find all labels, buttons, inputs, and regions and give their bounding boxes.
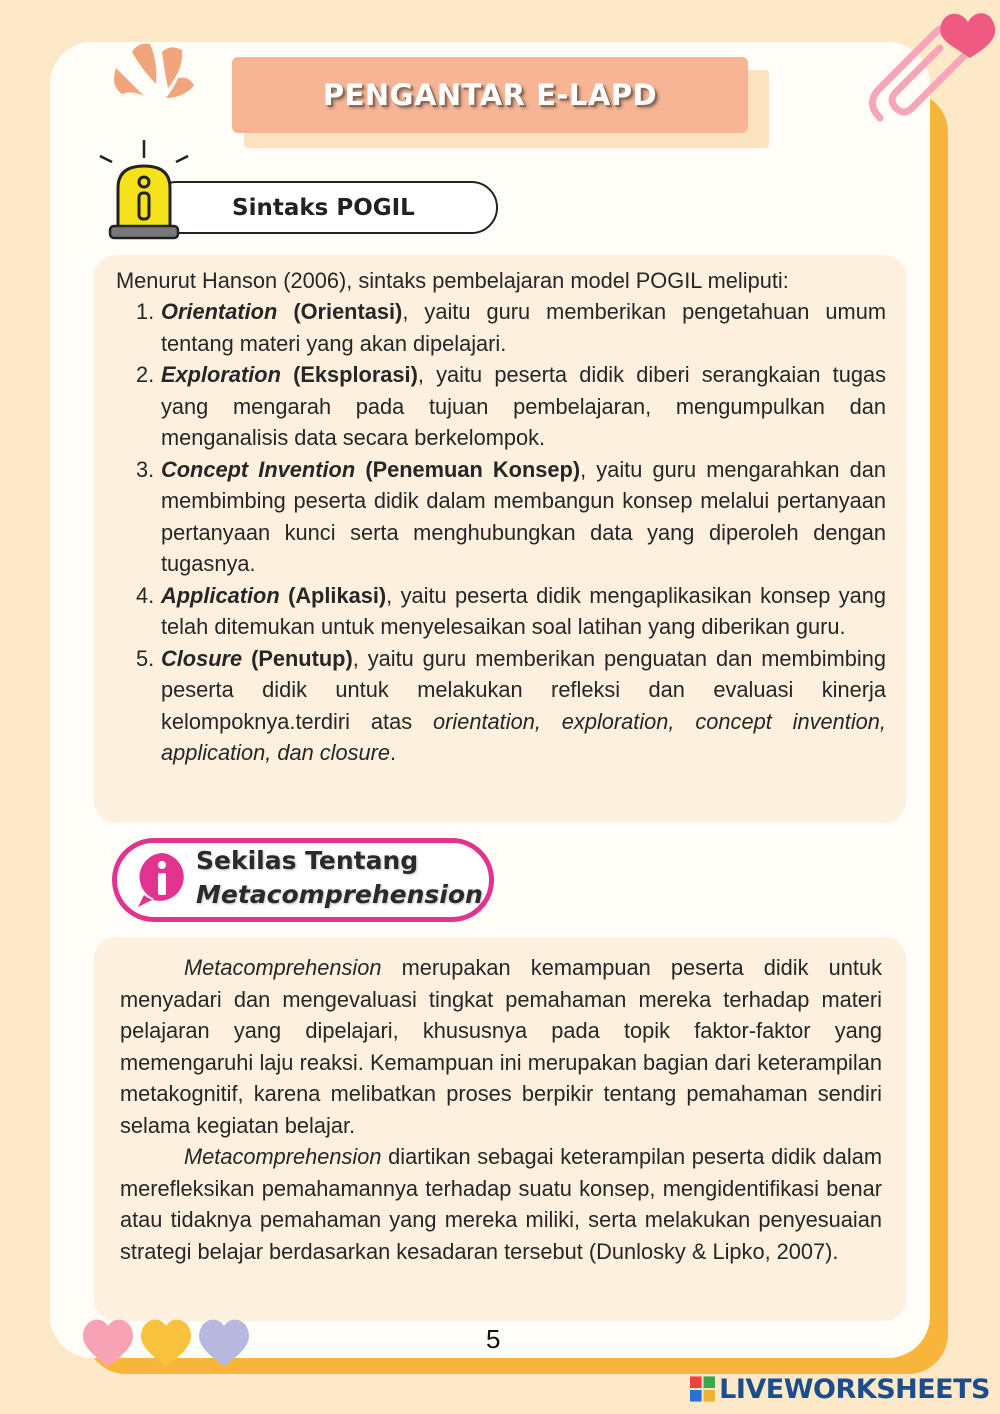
list-item: 1. Orientation (Orientasi), yaitu guru memberikan pengetahuan umum tentang materi yang akan dipelajari. <box>136 299 886 356</box>
paragraph: Metacomprehension diartikan sebagai keterampilan peserta didik dalam merefleksikan pemahamannya terhadap suatu konsep, mengidentifikasi benar atau tidaknya pemahaman yang mereka miliki, serta melakukan penyesuaian strategi belajar berdasarkan kesadaran tersebut (Dunlosky & Lipko, 2007). <box>120 1144 882 1264</box>
section-heading-label: Sekilas Tentang Metacomprehension <box>196 846 483 909</box>
title-banner <box>232 57 748 133</box>
burst-decoration-icon <box>108 38 196 104</box>
section-heading-sintaks <box>150 181 498 234</box>
liveworksheets-watermark <box>690 1372 990 1406</box>
hearts-decoration-icon <box>80 1314 260 1370</box>
page-title: PENGANTAR E-LAPD <box>322 78 658 112</box>
paperclip-heart-icon <box>858 0 1000 140</box>
watermark-text: LIVEWORKSHEETS <box>719 1373 990 1405</box>
section-heading-label: Sintaks POGIL <box>232 194 415 221</box>
info-bubble-icon <box>134 849 190 909</box>
page-number: 5 <box>486 1324 501 1354</box>
sintaks-intro: Menurut Hanson (2006), sintaks pembelajaran model POGIL meliputi: <box>116 268 789 293</box>
siren-info-icon <box>96 138 192 244</box>
sintaks-list <box>116 296 886 769</box>
list-item: 5. Closure (Penutup), yaitu guru memberikan penguatan dan membimbing peserta didik untuk melakukan refleksi dan evaluasi kinerja kelompoknya.terdiri atas orientation, exploration, concept invention, application, dan closure. <box>136 645 886 765</box>
list-item: 4. Application (Aplikasi), yaitu peserta didik mengaplikasikan konsep yang telah ditemukan untuk menyelesaikan soal latihan yang diberikan guru. <box>136 582 887 639</box>
metacomprehension-text <box>120 952 882 1267</box>
paragraph: Metacomprehension merupakan kemampuan peserta didik untuk menyadari dan mengevaluasi tingkat pemahaman mereka terhadap materi pelajaran yang dipelajari, khususnya pada topik faktor-faktor yang memengaruhi laju reaksi. Kemampuan ini merupakan bagian dari keterampilan metakognitif, karena melibatkan proses berpikir tentang pemahaman sendiri selama kegiatan belajar. <box>120 955 882 1138</box>
liveworksheets-logo-icon <box>690 1376 715 1402</box>
list-item: 2. Exploration (Eksplorasi), yaitu peserta didik diberi serangkaian tugas yang mengarah pada tujuan pembelajaran, mengumpulkan dan menganalisis data secara berkelompok. <box>136 362 886 450</box>
list-item: 3. Concept Invention (Penemuan Konsep), yaitu guru mengarahkan dan membimbing peserta didik dalam membangun konsep melalui pertanyaan pertanyaan kunci serta menghubungkan data yang diperoleh dengan tugasnya. <box>136 456 886 576</box>
